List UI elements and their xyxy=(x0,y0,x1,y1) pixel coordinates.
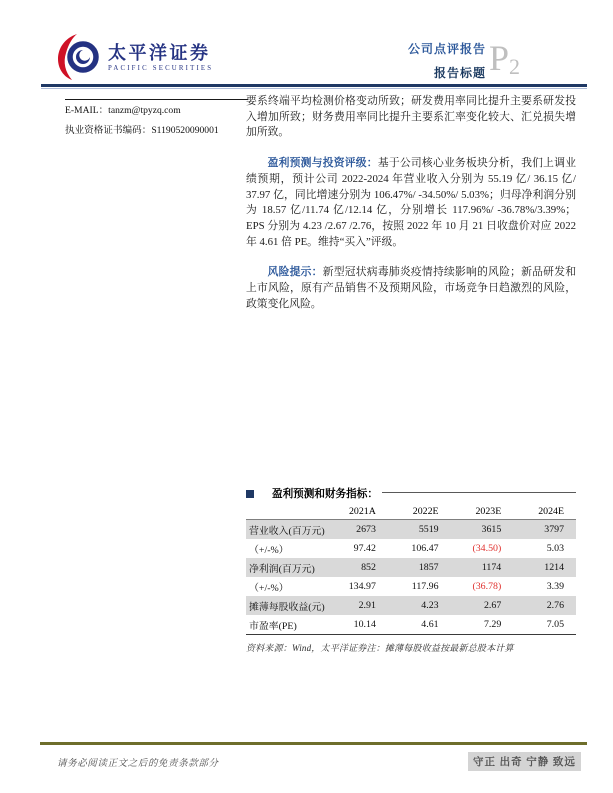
paragraph-3-lead: 风险提示： xyxy=(267,266,323,279)
table-row xyxy=(246,596,576,615)
table-header-row xyxy=(246,504,576,520)
header-2021A: 2021A xyxy=(325,504,388,520)
table-row xyxy=(246,558,576,577)
row-value: 2.76 xyxy=(546,600,564,611)
title-rule xyxy=(382,492,576,493)
row-value: 4.23 xyxy=(421,600,439,611)
company-logo xyxy=(56,33,213,81)
financial-table xyxy=(246,504,576,635)
row-value: 2673 xyxy=(356,524,376,535)
paragraph-earnings-forecast xyxy=(246,156,576,250)
report-type-label: 公司点评报告 xyxy=(407,42,486,56)
cert-line xyxy=(65,125,248,137)
email-line xyxy=(65,105,248,117)
table-row xyxy=(246,577,576,596)
row-value: 7.05 xyxy=(513,615,576,635)
header-empty xyxy=(246,504,325,520)
header-divider-light xyxy=(41,88,587,89)
row-value: 134.97 xyxy=(348,581,376,592)
footer-divider xyxy=(40,742,587,745)
paragraph-continuation xyxy=(246,94,576,141)
row-value: 7.29 xyxy=(451,615,514,635)
financial-forecast-section xyxy=(246,486,576,654)
table-title: 盈利预测和财务指标： xyxy=(272,489,378,500)
report-body xyxy=(246,94,576,312)
square-bullet-icon xyxy=(246,490,254,498)
row-label: 市盈率(PE) xyxy=(246,615,325,635)
table-row xyxy=(246,520,576,540)
row-value: (34.50) xyxy=(472,543,502,554)
row-value: 4.61 xyxy=(388,615,451,635)
paragraph-1-text: 要系终端平均检测价格变动所致；研发费用率同比提升主要系研发投入增加所致；财务费用率同比提升主要系汇率变化较大、汇兑损失增加所致。 xyxy=(246,95,576,139)
footer-motto: 守正 出奇 宁静 致远 xyxy=(468,752,581,771)
paragraph-3-text: 新型冠状病毒肺炎疫情持续影响的风险；新品研发和上市风险，原有产品销售不及预期风险，市场竞争日趋激烈的风险，政策变化风险。 xyxy=(246,266,577,310)
table-row xyxy=(246,539,576,558)
row-value: 10.14 xyxy=(325,615,388,635)
row-value: 1214 xyxy=(544,562,564,573)
row-value: 5519 xyxy=(418,524,439,535)
email-value: tanzm@tpyzq.com xyxy=(108,105,181,116)
pacific-securities-logo-icon xyxy=(56,33,102,81)
logo-name-cn: 太平洋证券 xyxy=(108,42,211,63)
row-value: 106.47 xyxy=(411,543,439,554)
row-value: 117.96 xyxy=(411,581,439,592)
row-label: 营业收入(百万元) xyxy=(249,525,325,537)
row-value: 3797 xyxy=(544,524,564,535)
logo-text xyxy=(108,43,213,72)
row-value: 3.39 xyxy=(546,581,564,592)
header-2023E: 2023E xyxy=(451,504,514,520)
table-source-note: 资料来源：Wind，太平洋证券注：摊薄每股收益按最新总股本计算 xyxy=(246,643,514,653)
header-right-block xyxy=(360,40,486,81)
logo-name-en: PACIFIC SECURITIES xyxy=(108,64,214,72)
header-2022E: 2022E xyxy=(388,504,451,520)
paragraph-2-lead: 盈利预测与投资评级： xyxy=(267,157,378,170)
page-number-digit: 2 xyxy=(509,54,521,79)
row-value: 852 xyxy=(361,562,376,573)
table-body xyxy=(246,520,576,635)
email-label: E-MAIL： xyxy=(65,105,109,116)
row-value: 97.42 xyxy=(353,543,376,554)
row-value: 5.03 xyxy=(546,543,564,554)
page-number-letter: P xyxy=(489,38,510,78)
row-value: 3615 xyxy=(481,524,502,535)
cert-label: 执业资格证书编码： xyxy=(65,125,152,136)
footer-disclaimer: 请务必阅读正文之后的免责条款部分 xyxy=(57,758,219,769)
row-label: 摊薄每股收益(元) xyxy=(249,601,325,613)
table-row xyxy=(246,615,576,635)
header-2024E: 2024E xyxy=(513,504,576,520)
row-value: (36.78) xyxy=(472,581,502,592)
table-title-row xyxy=(246,486,576,501)
analyst-contact-block xyxy=(65,99,248,145)
row-value: 1174 xyxy=(481,562,502,573)
paragraph-2-text: 基于公司核心业务板块分析，我们上调业绩预期，预计公司 2022-2024 年营业收入分别为 55.19 亿/ 36.15 亿/ 37.97 亿，同比增速分别为 106.47%/ -34.50%/ 5.03%；归母净利润分别为 18.57 亿/11.74 亿/12.14 亿，分别增长 117.96%/ -36.78%/3.39%；EPS 分别为 4.23 /2.67 /2.76，按照 2022 年 10 月 21 日收盘价对应 2022 年 4.61 倍 PE。维持“买入”评级。 xyxy=(246,157,577,248)
row-label: （+/-%） xyxy=(249,582,289,594)
row-value: 2.67 xyxy=(483,600,502,611)
cert-number: S1190520090001 xyxy=(151,125,219,136)
row-label: 净利润(百万元) xyxy=(249,563,315,575)
report-title: 报告标题 xyxy=(433,66,486,80)
row-label: （+/-%） xyxy=(249,544,289,556)
row-value: 1857 xyxy=(418,562,439,573)
paragraph-risk-warning xyxy=(246,265,576,312)
header-divider xyxy=(41,84,587,87)
row-value: 2.91 xyxy=(358,600,376,611)
page-number xyxy=(489,40,520,78)
